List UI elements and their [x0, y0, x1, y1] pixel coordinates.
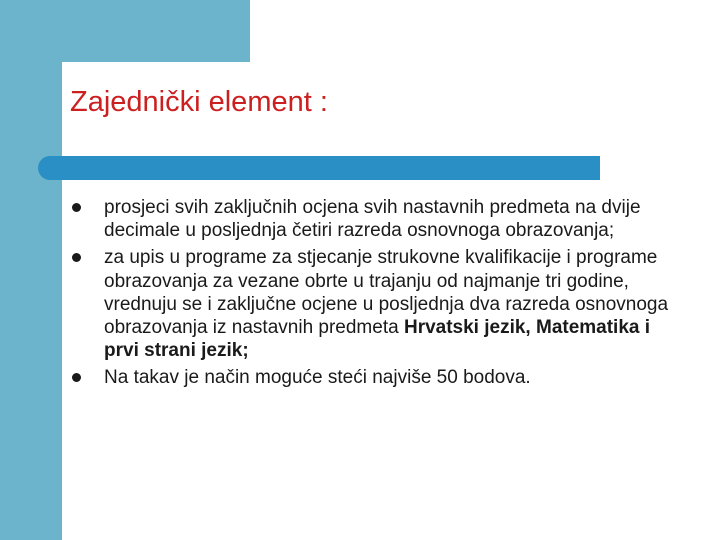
bullet-dot-icon [72, 203, 81, 212]
title-divider-bar [38, 156, 600, 180]
slide-title: Zajednički element : [70, 86, 328, 118]
bullet-dot-icon [72, 253, 81, 262]
decorative-band-left [0, 0, 62, 540]
bullet-item [70, 196, 670, 242]
bullet-list [70, 196, 670, 394]
bullet-bold-text: Hrvatski jezik, Matematika i prvi strani jezik; [104, 317, 651, 362]
bullet-item [70, 246, 670, 362]
bullet-dot-icon [72, 373, 81, 382]
bullet-text: Na takav je način moguće steći najviše 50 bodova. [104, 367, 531, 389]
bullet-item [70, 366, 670, 389]
bullet-text: za upis u programe za stjecanje strukovne kvalifikacije i programe obrazovanja za vezane obrte u trajanju od najmanje tri godine, vrednuju se i zaključne ocjene u posljednja dva razreda osnovnoga obrazovanja iz nastavnih predmeta [104, 247, 669, 339]
bullet-text: prosjeci svih zaključnih ocjena svih nastavnih predmeta na dvije decimale u posljednja četiri razreda osnovnoga obrazovanja; [104, 197, 641, 242]
decorative-band-top [0, 0, 250, 62]
